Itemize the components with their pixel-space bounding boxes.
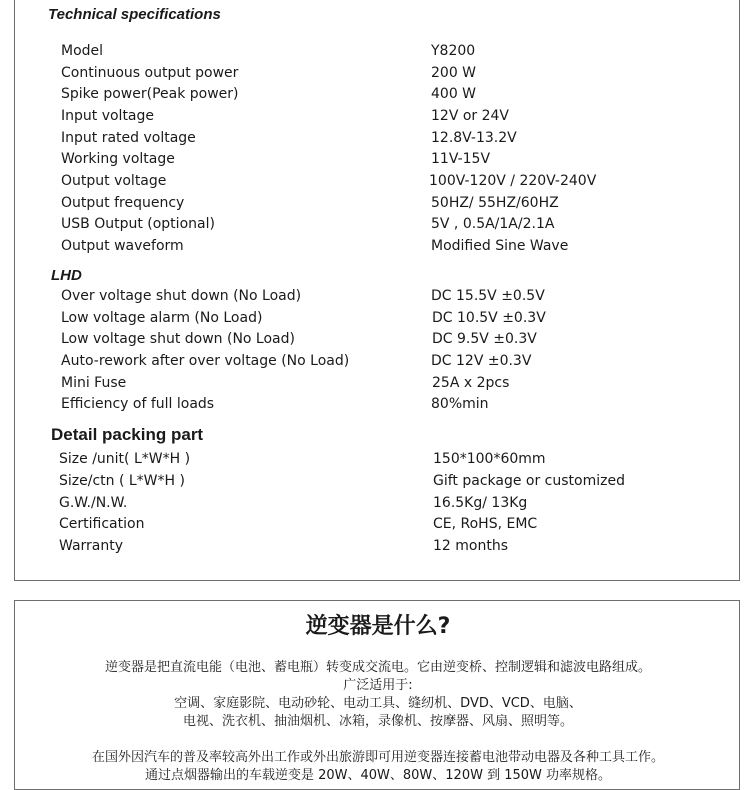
spec-row: [15, 375, 741, 396]
spec-value: 400 W: [431, 86, 477, 102]
spec-label: Warranty: [59, 538, 124, 554]
spec-value: 100V-120V / 220V-240V: [429, 173, 597, 189]
spec-label: Spike power(Peak power): [61, 86, 239, 102]
spec-row: [15, 86, 741, 107]
spec-label: Model: [61, 43, 104, 59]
spec-label: Input rated voltage: [61, 130, 196, 146]
spec-label: Low voltage shut down (No Load): [61, 331, 295, 347]
spec-label: Efficiency of full loads: [61, 396, 215, 412]
spec-row: [15, 538, 741, 559]
spec-label: Size /unit( L*W*H ): [59, 451, 191, 467]
spec-row: [15, 108, 741, 129]
info-paragraph-line: 广泛适用于:: [343, 678, 413, 693]
info-paragraph-line: 电视、洗衣机、抽油烟机、冰箱，录像机、按摩器、风扇、照明等。: [182, 714, 573, 729]
spec-label: Low voltage alarm (No Load): [61, 310, 263, 326]
spec-row: [15, 451, 741, 472]
spec-row: [15, 310, 741, 331]
spec-label: Size/ctn ( L*W*H ): [59, 473, 185, 489]
inverter-info-panel: [14, 600, 740, 790]
spec-label: Output waveform: [61, 238, 184, 254]
spec-label: Mini Fuse: [61, 375, 127, 391]
spec-row: [15, 516, 741, 537]
spec-value: 11V-15V: [431, 151, 491, 167]
spec-value: 16.5Kg/ 13Kg: [433, 495, 528, 511]
spec-value: 12V or 24V: [431, 108, 510, 124]
detail-packing-heading: Detail packing part: [51, 425, 204, 444]
inverter-info-title: 逆变器是什么?: [305, 614, 451, 639]
spec-row: [15, 195, 741, 216]
info-paragraph-line: 逆变器是把直流电能（电池、蓄电瓶）转变成交流电。它由逆变桥、控制逻辑和滤波电路组成。: [104, 660, 651, 675]
spec-label: Input voltage: [61, 108, 155, 124]
spec-value: CE, RoHS, EMC: [433, 516, 538, 532]
lhd-heading: LHD: [51, 267, 82, 284]
spec-row: [15, 173, 741, 194]
spec-row: [15, 331, 741, 352]
spec-label: Auto-rework after over voltage (No Load): [61, 353, 350, 369]
spec-label: Output voltage: [61, 173, 167, 189]
spec-value: 80%min: [431, 396, 489, 412]
spec-value: Modified Sine Wave: [431, 238, 569, 254]
spec-value: DC 10.5V ±0.3V: [432, 310, 546, 326]
spec-row: [15, 495, 741, 516]
spec-label: G.W./N.W.: [59, 495, 128, 511]
spec-row: [15, 216, 741, 237]
spec-value: Y8200: [431, 43, 476, 59]
spec-value: Gift package or customized: [433, 473, 625, 489]
spec-label: USB Output (optional): [61, 216, 215, 232]
spec-value: 12 months: [433, 538, 508, 554]
spec-row: [15, 43, 741, 64]
info-paragraph-line: 通过点烟器输出的车载逆变是 20W、40W、80W、120W 到 150W 功率规格。: [144, 768, 612, 783]
spec-value: 200 W: [431, 65, 477, 81]
spec-label: Over voltage shut down (No Load): [61, 288, 302, 304]
spec-row: [15, 151, 741, 172]
spec-value: DC 12V ±0.3V: [431, 353, 532, 369]
spec-label: Certification: [59, 516, 145, 532]
spec-row: [15, 396, 741, 417]
info-paragraph-line: 空调、家庭影院、电动砂轮、电动工具、缝纫机、DVD、VCD、电脑、: [174, 696, 582, 711]
info-paragraph-line: 在国外因汽车的普及率较高外出工作或外出旅游即可用逆变器连接蓄电池带动电器及各种工具工作。: [91, 750, 664, 765]
spec-value: 50HZ/ 55HZ/60HZ: [431, 195, 559, 211]
spec-value: 25A x 2pcs: [432, 375, 510, 391]
spec-row: [15, 238, 741, 259]
spec-row: [15, 353, 741, 374]
spec-row: [15, 473, 741, 494]
spec-value: 5V , 0.5A/1A/2.1A: [431, 216, 555, 232]
spec-label: Continuous output power: [61, 65, 239, 81]
spec-value: 12.8V-13.2V: [431, 130, 517, 146]
spec-row: [15, 130, 741, 151]
spec-label: Output frequency: [61, 195, 185, 211]
spec-value: DC 15.5V ±0.5V: [431, 288, 545, 304]
spec-value: DC 9.5V ±0.3V: [432, 331, 537, 347]
spec-row: [15, 288, 741, 309]
spec-row: [15, 65, 741, 86]
spec-label: Working voltage: [61, 151, 175, 167]
technical-specifications-heading: Technical specifications: [48, 6, 221, 23]
specifications-panel: [14, 0, 740, 581]
spec-value: 150*100*60mm: [433, 451, 546, 467]
